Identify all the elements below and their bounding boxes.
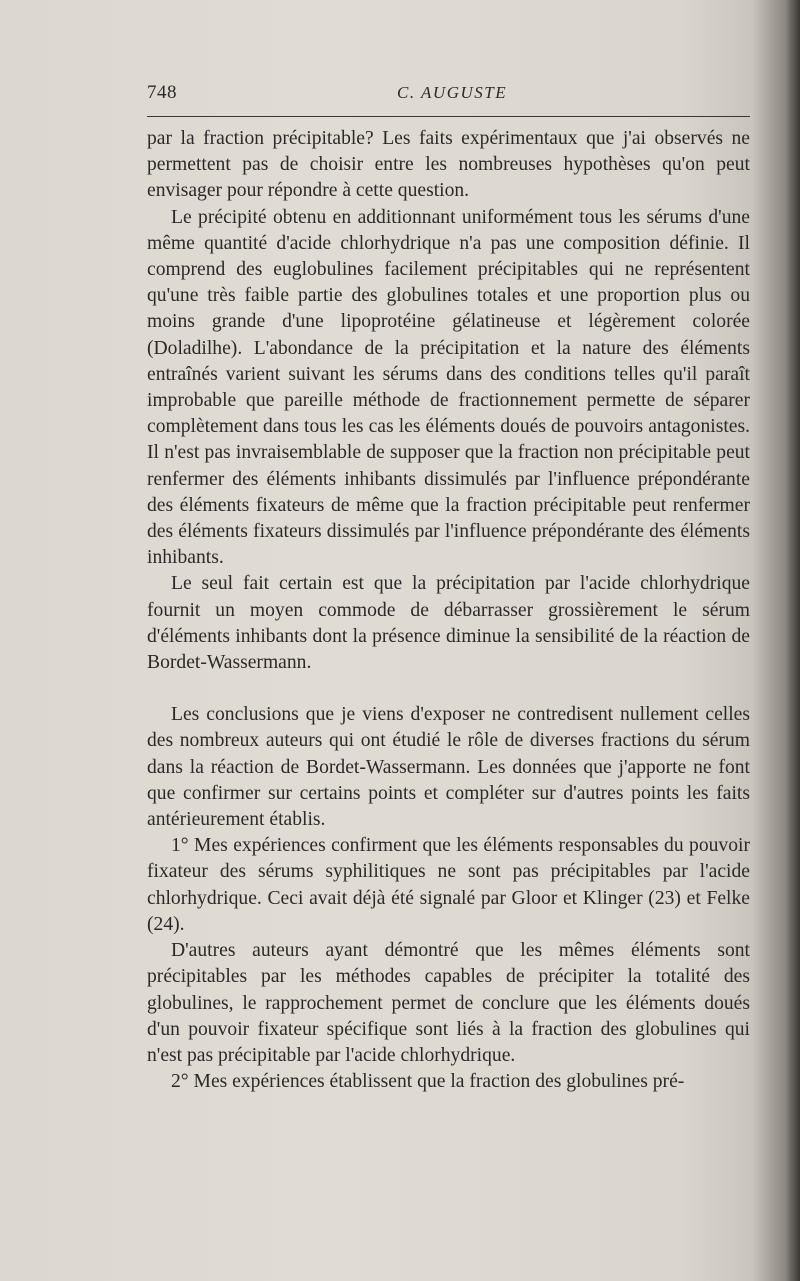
header-rule	[147, 116, 750, 117]
page-binding-shadow	[786, 0, 800, 1281]
paragraph-certain-fact: Le seul fait certain est que la précipitation par l'acide chlorhydrique fournit un moyen commode de débarrasser grossièrement le sérum d'éléments inhibants dont la présence diminue la sensibilité de la réaction de Bordet-Wassermann.	[147, 573, 750, 674]
paragraph-point-1: 1° Mes expériences confirment que les éléments responsables du pouvoir fixateur des sérums syphilitiques ne sont pas précipitables par l'acide chlorhydrique. Ceci avait déjà été signalé par Gloor et Klinger (23) et Felke (24).	[147, 835, 750, 935]
body-text	[147, 126, 750, 1095]
page-header	[147, 82, 750, 108]
paragraph-precipitate: Le précipité obtenu en additionnant uniformément tous les sérums d'une même quantité d'acide chlorhydrique n'a pas une composition définie. Il comprend des euglobulines facilement précipitables qui ne représentent qu'une très faible partie des globulines totales et une proportion plus ou moins grande d'une lipoprotéine gélatineuse et légèrement colorée (Doladilhe). L'abondance de la précipitation et la nature des éléments entraînés varient suivant les sérums dans des conditions telles qu'il paraît improbable que pareille méthode de fractionnement permette de séparer complètement dans tous les cas les éléments doués de pouvoirs antagonistes. Il n'est pas invraisemblable de supposer que la fraction non précipitable peut renfermer des éléments inhibants dissimulés par l'influence prépondérante des éléments fixateurs de même que la fraction précipitable peut renfermer des éléments fixateurs dissimulés par l'influence prépondérante des éléments inhibants.	[147, 206, 750, 569]
page-number: 748	[147, 82, 177, 103]
paragraph-continuation: par la fraction précipitable? Les faits expérimentaux que j'ai observés ne permettent pas de choisir entre les nombreuses hypothèses qu'on peut envisager pour répondre à cette question.	[147, 128, 750, 202]
paragraph-point-2: 2° Mes expériences établissent que la fraction des globulines pré-	[171, 1071, 685, 1093]
paragraph-conclusions: Les conclusions que je viens d'exposer ne contredisent nullement celles des nombreux auteurs qui ont étudié le rôle de diverses fractions du sérum dans la réaction de Bordet-Wassermann. Les données que j'apporte ne font que confirmer sur certains points et compléter sur d'autres points les faits antérieurement établis.	[147, 704, 750, 831]
paragraph-other-authors: D'autres auteurs ayant démontré que les mêmes éléments sont précipitables par les méthodes capables de précipiter la totalité des globulines, le rapprochement permet de conclure que les éléments doués d'un pouvoir fixateur spécifique sont liés à la fraction des globulines qui n'est pas précipitable par l'acide chlorhydrique.	[147, 940, 750, 1066]
running-head: C. AUGUSTE	[397, 83, 508, 102]
